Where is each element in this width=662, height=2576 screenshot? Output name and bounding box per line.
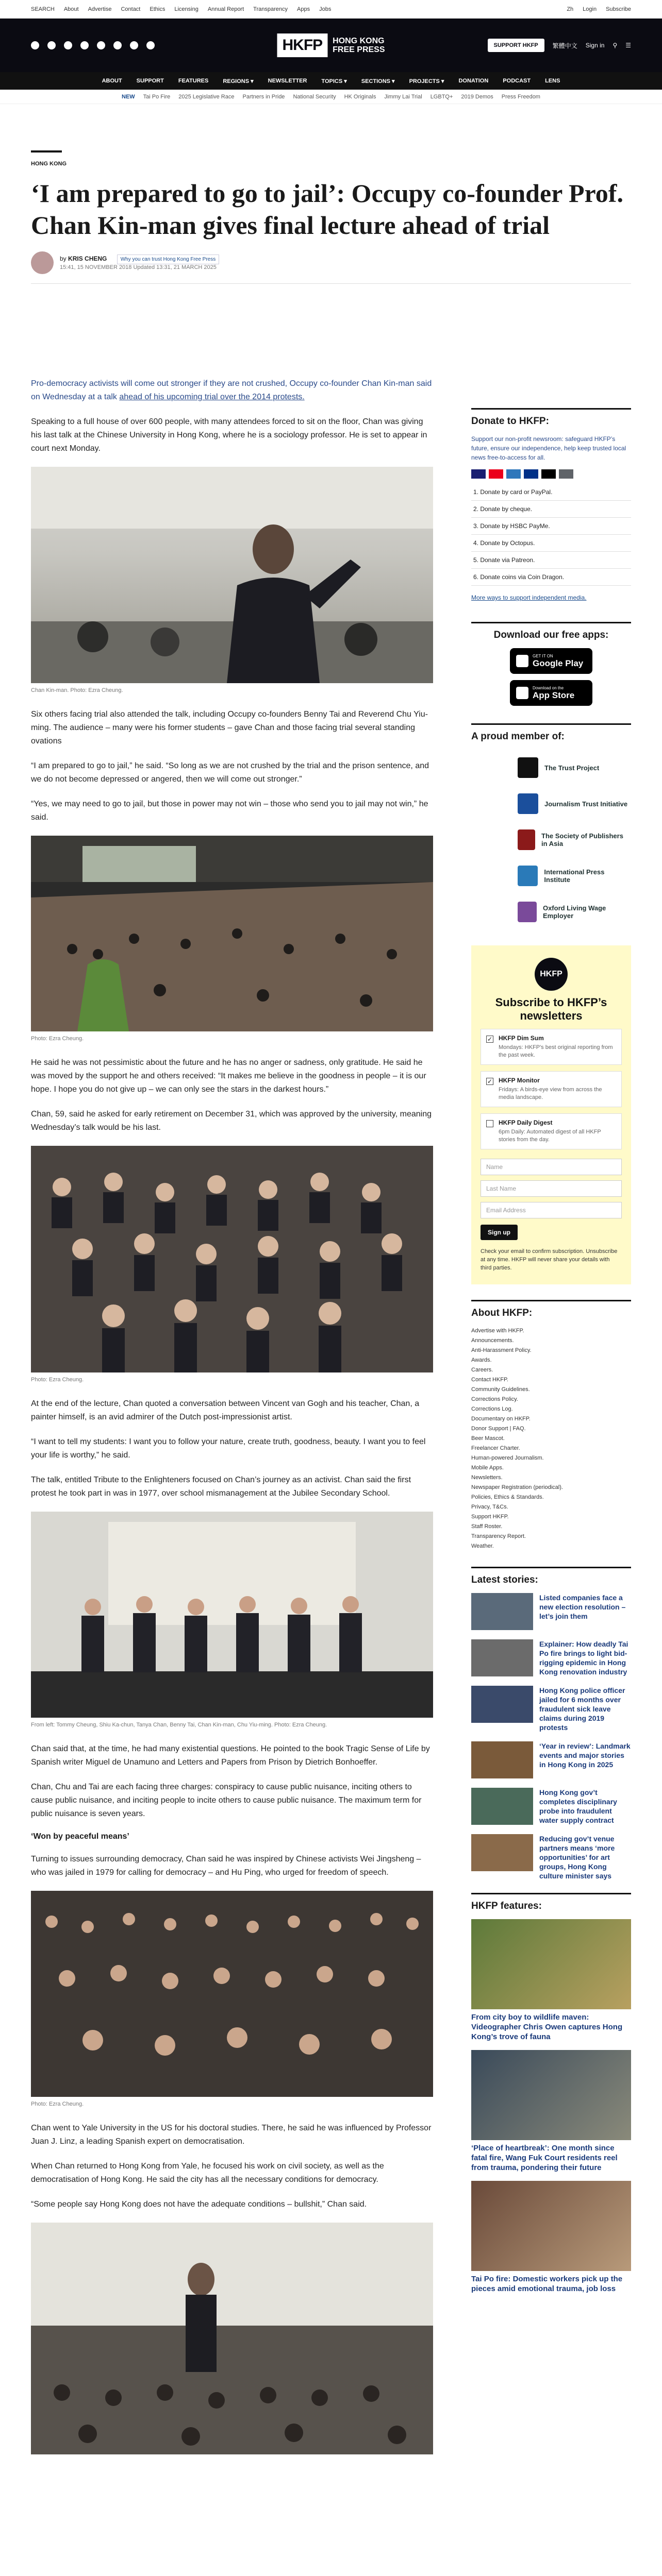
apps-title: Download our free apps: bbox=[493, 630, 609, 640]
feature-title: ‘Place of heartbreak’: One month since fatal fire, Wang Fuk Court residents reel from trauma, pondering their future bbox=[471, 2144, 618, 2172]
member-name: The Trust Project bbox=[544, 764, 600, 772]
trending-label: NEW bbox=[122, 93, 135, 100]
app-store-button[interactable] bbox=[510, 680, 592, 706]
lead-paragraph bbox=[31, 377, 433, 404]
newsletter-option-title: HKFP Monitor bbox=[499, 1077, 540, 1084]
main-nav bbox=[0, 72, 662, 90]
apple-pay-icon bbox=[541, 469, 556, 479]
member-ipi[interactable] bbox=[471, 858, 631, 894]
about-link[interactable]: Staff Roster. bbox=[471, 1523, 503, 1530]
jti-icon bbox=[518, 793, 538, 814]
subscribe-link[interactable]: Subscribe bbox=[606, 6, 631, 12]
title-rule bbox=[31, 150, 62, 152]
paragraph: Chan went to Yale University in the US for his doctoral studies. There, he said he was influenced by Professor Juan J. Linz, a leading Spanish expert on democratisation. bbox=[31, 2124, 432, 2146]
nav-projects[interactable]: PROJECTS ▾ bbox=[409, 78, 444, 84]
social-icons bbox=[31, 41, 155, 49]
photo-caption: Photo: Ezra Cheung. bbox=[31, 1377, 84, 1383]
newsletter-option-desc: Fridays: A birds-eye view from across the media landscape. bbox=[499, 1087, 602, 1100]
feature-title: Tai Po fire: Domestic workers pick up the pieces amid emotional trauma, job loss bbox=[471, 2275, 623, 2293]
feature-image bbox=[471, 1919, 631, 2009]
top-utility-bar bbox=[0, 0, 662, 19]
newsletter-option-digest[interactable] bbox=[481, 1113, 622, 1149]
google-play-button[interactable] bbox=[510, 648, 592, 674]
story-title: Hong Kong police officer jailed for 6 months over fraudulent sick leave claims during 2019 protests bbox=[539, 1686, 625, 1732]
newsletter-option-desc: 6pm Daily: Automated digest of all HKFP stories from the day. bbox=[499, 1129, 601, 1143]
about-link[interactable]: Weather. bbox=[471, 1543, 494, 1549]
trending-item[interactable]: 2025 Legislative Race bbox=[178, 93, 235, 100]
donate-text[interactable]: Support our non-profit newsroom: safeguard HKFP’s future, ensure our independence, help keep trusted local news free-to-access for all. bbox=[471, 435, 626, 461]
trending-item[interactable]: National Security bbox=[293, 93, 336, 100]
paragraph: He said he was not pessimistic about the future and he has no anger or sadness, only gratitude. He said he was moved by the support he and others received: “It makes me believe in the goodness in people – it is our hope. I hope you do not give up – we can only see the stars in the darkest hours.” bbox=[31, 1058, 426, 1094]
member-box bbox=[471, 723, 631, 930]
content-wrap bbox=[31, 150, 631, 2576]
donate-option[interactable]: 2. Donate by cheque. bbox=[471, 501, 631, 518]
paypal-icon bbox=[524, 469, 538, 479]
signin-link[interactable]: Sign in bbox=[585, 42, 605, 49]
about-link[interactable]: Mobile Apps. bbox=[471, 1465, 504, 1471]
donate-option[interactable]: 1. Donate by card or PayPal. bbox=[471, 484, 631, 501]
feature-story[interactable] bbox=[471, 2181, 631, 2294]
member-name: International Press Institute bbox=[544, 868, 605, 884]
latest-story[interactable] bbox=[471, 1788, 631, 1825]
trending-item[interactable]: Partners in Pride bbox=[242, 93, 285, 100]
instagram-icon[interactable] bbox=[64, 41, 72, 49]
latest-story[interactable] bbox=[471, 1639, 631, 1676]
chinese-link[interactable]: 繁體中文 bbox=[552, 42, 577, 49]
nav-donation[interactable]: DONATION bbox=[458, 78, 489, 84]
newsletter-box bbox=[471, 945, 631, 1284]
about-link[interactable]: Newsletters. bbox=[471, 1475, 503, 1481]
amex-icon bbox=[506, 469, 521, 479]
checkbox-icon[interactable] bbox=[486, 1120, 493, 1127]
photo-group-audience[interactable] bbox=[31, 1146, 433, 1372]
living-wage-icon bbox=[518, 902, 537, 922]
about-link[interactable]: Anti-Harassment Policy. bbox=[471, 1347, 532, 1353]
photo-caption: Photo: Ezra Cheung. bbox=[31, 1036, 84, 1042]
donate-title: Donate to HKFP: bbox=[471, 416, 549, 427]
jobs-link[interactable]: Jobs bbox=[319, 6, 332, 12]
about-link[interactable]: Donor Support | FAQ. bbox=[471, 1426, 526, 1432]
latest-story[interactable] bbox=[471, 1834, 631, 1880]
ipi-icon bbox=[518, 866, 538, 886]
nav-lens[interactable]: LENS bbox=[545, 78, 560, 84]
youtube-icon[interactable] bbox=[113, 41, 122, 49]
paragraph: “I am prepared to go to jail,” he said. “So long as we are not crushed by the trial and the prison sentence, and we do not become depressed or angered, then we will come out stronger.” bbox=[31, 761, 429, 784]
advertise-link[interactable]: Advertise bbox=[88, 6, 112, 12]
signup-button[interactable]: Sign up bbox=[481, 1225, 518, 1240]
newsletter-option-title: HKFP Daily Digest bbox=[499, 1119, 553, 1126]
nav-topics[interactable]: TOPICS ▾ bbox=[321, 78, 347, 84]
newsletter-note: Check your email to confirm subscription. Unsubscribe at any time. HKFP will never share your details with third parties. bbox=[481, 1248, 618, 1271]
feature-image bbox=[471, 2181, 631, 2271]
story-title: Hong Kong gov’t completes disciplinary probe into fraudulent water supply contract bbox=[539, 1788, 617, 1824]
paragraph: Speaking to a full house of over 600 people, with many attendees forced to sit on the floor, Chan was giving his last talk at the Chinese University in Hong Kong, where he is a sociology professor. He is set to appear in court next Monday. bbox=[31, 417, 427, 453]
apple-icon bbox=[516, 687, 528, 699]
latest-story[interactable] bbox=[471, 1593, 631, 1630]
about-link[interactable]: Freelancer Charter. bbox=[471, 1445, 520, 1451]
story-title: Reducing gov’t venue partners means ‘more opportunities’ for art groups, Hong Kong culture minister says bbox=[539, 1835, 615, 1880]
photo-audience-crowd[interactable] bbox=[31, 1891, 433, 2097]
email-icon[interactable] bbox=[130, 41, 138, 49]
author-avatar bbox=[31, 251, 54, 274]
search-icon[interactable]: ⚲ bbox=[613, 42, 618, 49]
donate-option[interactable]: 3. Donate by HSBC PayMe. bbox=[471, 518, 631, 535]
article-dateline: 15:41, 15 NOVEMBER 2018 Updated 13:31, 21 MARCH 2025 bbox=[60, 264, 217, 270]
lead-text: Pro-democracy activists will come out stronger if they are not crushed, Occupy co-founder Chan Kin-man said on Wednesday at a talk bbox=[31, 379, 432, 401]
photo-stage-group[interactable] bbox=[31, 1512, 433, 1718]
feature-story[interactable] bbox=[471, 2050, 631, 2173]
sidebar bbox=[471, 408, 631, 2302]
author-line bbox=[60, 255, 219, 262]
paragraph: At the end of the lecture, Chan quoted a conversation between Vincent van Gogh and his teacher, Chan, a painter himself, is an avid admirer of the Dutch post-impressionist artist. bbox=[31, 1399, 420, 1421]
google-play-big: Google Play bbox=[533, 658, 584, 668]
google-play-small: GET IT ON bbox=[533, 653, 553, 658]
story-title: Explainer: How deadly Tai Po fire brings to light bid-rigging epidemic in Hong Kong renovation industry bbox=[539, 1640, 628, 1676]
article-body bbox=[31, 377, 433, 2459]
subheading: ‘Won by peaceful means’ bbox=[31, 1832, 129, 1841]
paragraph: Turning to issues surrounding democracy, Chan said he was inspired by Chinese activists Wei Jingsheng – who was jailed in 1979 for calling for democracy – and Hu Ping, who urged for freedom of speech. bbox=[31, 1855, 421, 1877]
about-link[interactable]: Privacy, T&Cs. bbox=[471, 1504, 508, 1510]
latest-title: Latest stories: bbox=[471, 1574, 538, 1585]
about-link[interactable]: Corrections Log. bbox=[471, 1406, 513, 1412]
author-prefix: by bbox=[60, 255, 67, 262]
photo-audience-crowd-art bbox=[31, 1891, 433, 2097]
photo-lecture-hall-art bbox=[31, 836, 433, 1031]
sopa-icon bbox=[518, 829, 535, 850]
trending-item[interactable]: Press Freedom bbox=[501, 93, 540, 100]
visa-icon bbox=[471, 469, 486, 479]
donate-box bbox=[471, 408, 631, 601]
photo-chan-lecturing[interactable] bbox=[31, 467, 433, 683]
nav-sections[interactable]: SECTIONS ▾ bbox=[361, 78, 395, 84]
checkbox-checked-icon[interactable]: ✓ bbox=[487, 1036, 493, 1043]
trending-item[interactable]: 2019 Demos bbox=[461, 93, 493, 100]
trending-item[interactable]: LGBTQ+ bbox=[430, 93, 453, 100]
apps-box bbox=[471, 622, 631, 706]
author-name[interactable]: KRIS CHENG bbox=[68, 255, 107, 262]
paragraph: The talk, entitled Tribute to the Enlighteners focused on Chan’s journey as an activist. Chan said the first protest he took part in was in 1977, over school mismanagement at the Jubilee Secondary School. bbox=[31, 1476, 411, 1498]
photo-caption: Photo: Ezra Cheung. bbox=[31, 2101, 84, 2107]
checkbox-checked-icon[interactable]: ✓ bbox=[487, 1078, 493, 1085]
transparency-link[interactable]: Transparency bbox=[253, 6, 288, 12]
trending-bar bbox=[0, 90, 662, 104]
article-title: ‘I am prepared to go to jail’: Occupy co-founder Prof. Chan Kin-man gives final lecture ahead of trial bbox=[31, 179, 623, 240]
member-living-wage[interactable] bbox=[471, 894, 631, 930]
about-link[interactable]: Advertise with HKFP. bbox=[471, 1328, 524, 1334]
newsletter-option-title: HKFP Dim Sum bbox=[499, 1035, 544, 1042]
newsletter-option-monitor[interactable] bbox=[481, 1071, 622, 1107]
linkedin-icon[interactable] bbox=[97, 41, 105, 49]
story-thumbnail bbox=[471, 1686, 533, 1723]
about-title: About HKFP: bbox=[471, 1308, 533, 1318]
payment-icons bbox=[471, 469, 631, 479]
photo-final-lecture-art bbox=[31, 2223, 433, 2454]
photo-caption: Chan Kin-man. Photo: Ezra Cheung. bbox=[31, 687, 123, 693]
donate-option[interactable]: 5. Donate via Patreon. bbox=[471, 552, 631, 569]
nav-about[interactable]: ABOUT bbox=[102, 78, 122, 84]
x-icon[interactable] bbox=[47, 41, 56, 49]
about-link[interactable]: Announcements. bbox=[471, 1337, 514, 1344]
google-pay-icon bbox=[559, 469, 573, 479]
about-link[interactable]: Careers. bbox=[471, 1367, 493, 1373]
newsletter-logo: HKFP bbox=[535, 958, 568, 991]
app-store-big: App Store bbox=[533, 690, 575, 700]
logo-mark: HKFP bbox=[277, 33, 327, 57]
about-link[interactable]: Support HKFP. bbox=[471, 1514, 509, 1520]
threads-icon[interactable] bbox=[80, 41, 89, 49]
newsletter-title: Subscribe to HKFP’s newsletters bbox=[495, 996, 607, 1022]
more-ways-link[interactable]: More ways to support independent media. bbox=[471, 594, 587, 601]
menu-icon[interactable]: ☰ bbox=[625, 42, 631, 49]
member-title: A proud member of: bbox=[471, 731, 565, 742]
lang-link[interactable]: Zh bbox=[567, 6, 574, 12]
paragraph: “Some people say Hong Kong does not have the adequate conditions – bullshit,” Chan said. bbox=[31, 2200, 367, 2209]
newsletter-option-dimsum[interactable] bbox=[481, 1029, 622, 1065]
features-title: HKFP features: bbox=[471, 1901, 542, 1911]
google-play-icon bbox=[516, 655, 528, 667]
feature-image bbox=[471, 2050, 631, 2140]
about-link[interactable]: Community Guidelines. bbox=[471, 1386, 530, 1393]
photo-group-audience-art bbox=[31, 1146, 433, 1372]
feature-story[interactable] bbox=[471, 1919, 631, 2042]
paragraph: Six others facing trial also attended the talk, including Occupy co-founders Benny Tai and Reverend Chu Yiu-ming. The audience – many were his former students – gave Chan and those facing trial several standing ovations bbox=[31, 710, 428, 745]
logo-name-line2: FREE PRESS bbox=[333, 45, 385, 54]
nav-support[interactable]: SUPPORT bbox=[136, 78, 164, 84]
paragraph: Chan, 59, said he asked for early retirement on December 31, which was approved by the university, meaning Wednesday’s talk would be his last. bbox=[31, 1110, 432, 1132]
features-box bbox=[471, 1893, 631, 2294]
logo-name-line1: HONG KONG bbox=[333, 37, 385, 45]
member-name: Journalism Trust Initiative bbox=[544, 800, 628, 808]
name-input[interactable]: Name bbox=[481, 1159, 622, 1175]
paragraph: When Chan returned to Hong Kong from Yale, he focused his work on civil society, as well as the democratisation of Hong Kong. He said the city has all the necessary conditions for democracy. bbox=[31, 2162, 384, 2184]
apps-link[interactable]: Apps bbox=[297, 6, 310, 12]
trending-item[interactable]: Jimmy Lai Trial bbox=[384, 93, 422, 100]
paragraph: Chan, Chu and Tai are each facing three charges: conspiracy to cause public nuisance, inciting others to cause public nuisance, and inciting people to incite others to cause public nuisance. The maximum term for public nuisance is seven years. bbox=[31, 1783, 422, 1818]
story-title: ‘Year in review’: Landmark events and major stories in Hong Kong in 2025 bbox=[539, 1742, 631, 1769]
about-link[interactable]: Documentary on HKFP. bbox=[471, 1416, 531, 1422]
photo-chan-lecturing-art bbox=[31, 467, 433, 683]
nav-newsletter[interactable]: NEWSLETTER bbox=[268, 78, 307, 84]
member-name: The Society of Publishers in Asia bbox=[541, 832, 623, 848]
trust-project-icon bbox=[518, 757, 538, 778]
app-store-small: Download on the bbox=[533, 685, 564, 690]
support-hkfp-button[interactable]: SUPPORT HKFP bbox=[488, 39, 544, 52]
nav-podcast[interactable]: PODCAST bbox=[503, 78, 531, 84]
site-header bbox=[0, 19, 662, 72]
member-sopa[interactable] bbox=[471, 822, 631, 858]
rss-icon[interactable] bbox=[146, 41, 155, 49]
nav-features[interactable]: FEATURES bbox=[178, 78, 209, 84]
about-link[interactable]: Policies, Ethics & Standards. bbox=[471, 1494, 544, 1500]
story-thumbnail bbox=[471, 1834, 533, 1871]
member-trust-project[interactable] bbox=[471, 750, 631, 786]
photo-lecture-hall[interactable] bbox=[31, 836, 433, 1031]
story-title: Listed companies face a new election resolution – let’s join them bbox=[539, 1594, 626, 1620]
last-name-input[interactable]: Last Name bbox=[481, 1180, 622, 1197]
latest-box bbox=[471, 1567, 631, 1880]
member-name: Oxford Living Wage Employer bbox=[542, 904, 606, 920]
login-link[interactable]: Login bbox=[583, 6, 597, 12]
annual-report-link[interactable]: Annual Report bbox=[207, 6, 244, 12]
story-thumbnail bbox=[471, 1639, 533, 1676]
photo-caption: From left: Tommy Cheung, Shiu Ka-chun, Tanya Chan, Benny Tai, Chan Kin-man, Chu Yiu-ming. Photo: Ezra Cheung. bbox=[31, 1722, 327, 1728]
trending-item[interactable]: HK Originals bbox=[344, 93, 376, 100]
latest-story[interactable] bbox=[471, 1741, 631, 1778]
contact-link[interactable]: Contact bbox=[121, 6, 141, 12]
about-link[interactable]: Corrections Policy. bbox=[471, 1396, 518, 1402]
about-link[interactable]: Awards. bbox=[471, 1357, 492, 1363]
trial-link[interactable]: ahead of his upcoming trial over the 2014 protests. bbox=[119, 393, 305, 401]
about-link[interactable]: Human-powered Journalism. bbox=[471, 1455, 544, 1461]
byline bbox=[31, 251, 631, 284]
nav-regions[interactable]: REGIONS ▾ bbox=[223, 78, 254, 84]
donate-option[interactable]: 4. Donate by Octopus. bbox=[471, 535, 631, 552]
about-link[interactable]: Beer Mascot. bbox=[471, 1435, 505, 1442]
paragraph: “Yes, we may need to go to jail, but those in power may not win – those who send you to jail may not win,” he said. bbox=[31, 800, 428, 822]
facebook-icon[interactable] bbox=[31, 41, 39, 49]
donate-option[interactable]: 6. Donate coins via Coin Dragon. bbox=[471, 569, 631, 586]
about-link[interactable]: Contact HKFP. bbox=[471, 1377, 508, 1383]
story-thumbnail bbox=[471, 1788, 533, 1825]
latest-story[interactable] bbox=[471, 1686, 631, 1732]
licensing-link[interactable]: Licensing bbox=[174, 6, 198, 12]
paragraph: Chan said that, at the time, he had many existential questions. He pointed to the book Tragic Sense of Life by Spanish writer Miguel de Unamuno and Letters and Papers from Prison by Dietrich Bonhoeffer. bbox=[31, 1744, 430, 1767]
about-link[interactable]: Newspaper Registration (periodical). bbox=[471, 1484, 563, 1490]
email-input[interactable]: Email Address bbox=[481, 1202, 622, 1218]
site-logo[interactable] bbox=[277, 33, 385, 57]
newsletter-option-desc: Mondays: HKFP's best original reporting from the past week. bbox=[499, 1044, 613, 1058]
feature-title: From city boy to wildlife maven: Videographer Chris Owen captures Hong Kong’s trove of fauna bbox=[471, 2013, 623, 2041]
paragraph: “I want to tell my students: I want you to follow your nature, create truth, goodness, beauty. I want you to feel your life is worthy,” he said. bbox=[31, 1437, 426, 1460]
about-link[interactable]: Transparency Report. bbox=[471, 1533, 526, 1539]
photo-final-lecture[interactable] bbox=[31, 2223, 433, 2454]
member-jti[interactable] bbox=[471, 786, 631, 822]
trending-item[interactable]: Tai Po Fire bbox=[143, 93, 171, 100]
photo-stage-group-art bbox=[31, 1512, 433, 1718]
search-link[interactable]: SEARCH bbox=[31, 6, 55, 12]
about-box bbox=[471, 1300, 631, 1551]
story-thumbnail bbox=[471, 1593, 533, 1630]
ethics-link[interactable]: Ethics bbox=[150, 6, 166, 12]
logo-name bbox=[333, 37, 385, 54]
trust-link[interactable]: Why you can trust Hong Kong Free Press bbox=[117, 255, 220, 264]
category-label[interactable]: HONG KONG bbox=[31, 161, 67, 167]
about-link[interactable]: About bbox=[63, 6, 79, 12]
mastercard-icon bbox=[489, 469, 503, 479]
story-thumbnail bbox=[471, 1741, 533, 1778]
